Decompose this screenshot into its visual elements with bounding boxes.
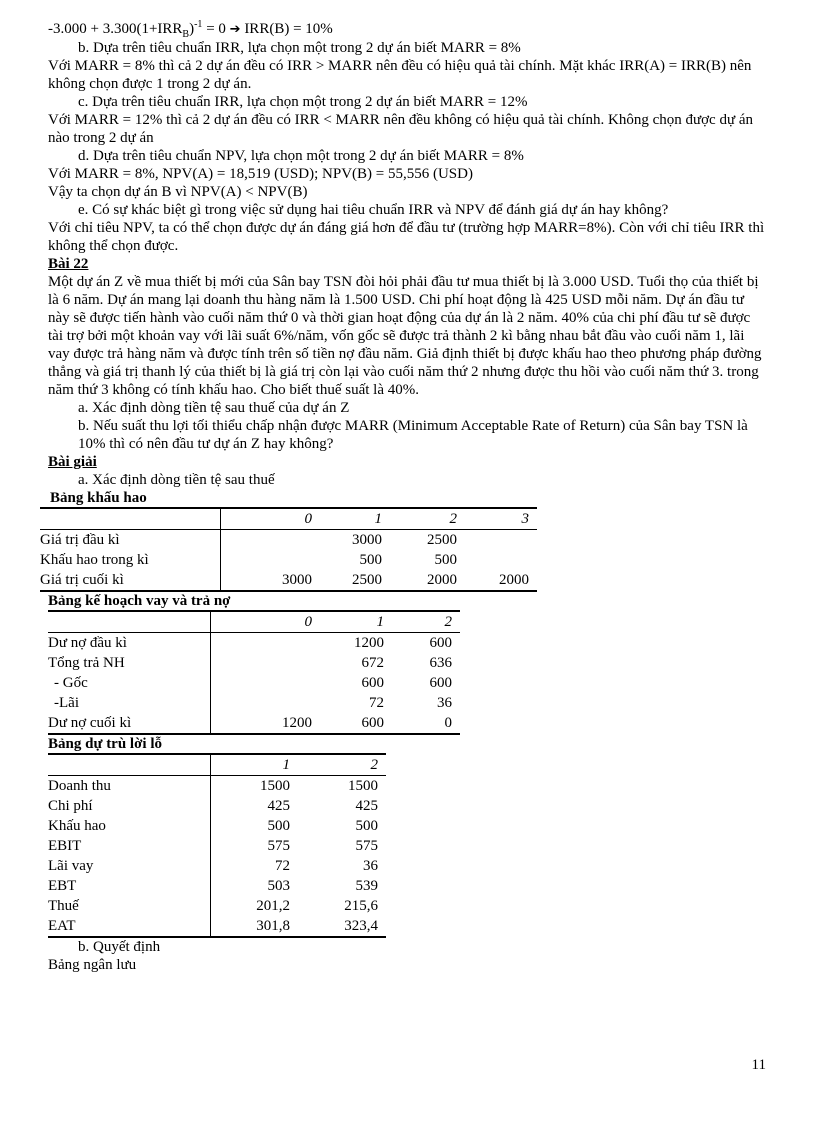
row-label: Thuế [48, 896, 210, 916]
table-cell: 323,4 [298, 916, 386, 937]
table-cell [465, 550, 537, 570]
arrow-icon: ➔ [229, 22, 241, 37]
table-cell: 3000 [352, 532, 382, 548]
question-c: c. Dựa trên tiêu chuẩn IRR, lựa chọn một trong 2 dự án biết MARR = 12% [78, 94, 528, 110]
table-cell: 0 [392, 713, 460, 734]
table-row [48, 876, 386, 896]
table-row [48, 916, 386, 937]
table-cell: 672 [361, 655, 384, 671]
solution-b: b. Quyết định [78, 939, 161, 955]
column-header: 3 [465, 508, 537, 530]
solution-a: a. Xác định dòng tiền tệ sau thuế [78, 472, 275, 488]
table-row [48, 856, 386, 876]
bai22-heading: Bài 22 [48, 256, 89, 272]
table-row [40, 530, 537, 551]
table-cell: 425 [267, 798, 290, 814]
table-cell: 72 [369, 695, 384, 711]
table-row [48, 796, 386, 816]
table-cell: 2000 [390, 570, 465, 591]
question-d: d. Dựa trên tiêu chuẩn NPV, lựa chọn một trong 2 dự án biết MARR = 8% [78, 148, 524, 164]
row-label: Khấu hao [48, 816, 210, 836]
question-e: e. Có sự khác biệt gì trong việc sử dụng hai tiêu chuẩn IRR và NPV để đánh giá dự án hay không? [78, 202, 669, 218]
table-cell: 600 [429, 635, 452, 651]
table-cell: 1500 [348, 778, 378, 794]
column-header [48, 754, 210, 776]
table-cell [465, 530, 537, 551]
table-cell: 539 [355, 878, 378, 894]
table-cell: 2000 [465, 570, 537, 591]
solution-heading: Bài giải [48, 454, 97, 470]
table-cell: 2500 [320, 570, 390, 591]
table-cell: 2500 [427, 532, 457, 548]
table-row [48, 713, 460, 734]
table-cell: 600 [361, 675, 384, 691]
column-header: 2 [298, 754, 386, 776]
table-cell: 575 [267, 838, 290, 854]
answer-b: Với MARR = 8% thì cả 2 dự án đều có IRR > MARR nên đều có hiệu quả tài chính. Mặt khác IRR(A) = IRR(B) nên không chọn được 1 trong 2 dự án. [48, 58, 752, 92]
table-row [48, 653, 460, 673]
answer-d-line2: Vậy ta chọn dự án B vì NPV(A) < NPV(B) [48, 184, 308, 200]
row-label: Tổng trả NH [48, 653, 210, 673]
bai22-text: Một dự án Z về mua thiết bị mới của Sân bay TSN đòi hỏi phải đầu tư mua thiết bị là 3.000 USD. Tuổi thọ của thiết bị là 6 năm. Dự án mang lại doanh thu hàng năm là 1.500 USD. Chi phí hoạt động là 425 USD mỗi năm. Dự án đầu tư này sẽ được tiến hành vào cuối năm thứ 0 và thời gian hoạt động của dự án là 2 năm. 40% của chi phí đầu tư sẽ được tài trợ bởi một khoản vay với lãi suất 6%/năm, vốn gốc sẽ được trả thành 2 kì bằng nhau bắt đầu vào cuối năm 1, lãi vay được trả hàng năm và được tính trên số tiền nợ đầu năm. Giả định thiết bị được khấu hao theo phương pháp đường thẳng và giá trị thanh lý của thiết bị là giá trị còn lại vào cuối năm thứ 2 nhưng được thu hồi vào cuối năm thứ 3. trong năm thứ 3 không có tính khấu hao. Cho biết thuế suất là 40%. [48, 274, 762, 398]
table-cell [210, 653, 320, 673]
answer-d-line1: Với MARR = 8%, NPV(A) = 18,519 (USD); NPV(B) = 55,556 (USD) [48, 166, 473, 182]
row-label: Lãi vay [48, 856, 210, 876]
depreciation-table [40, 507, 537, 592]
income-table-title: Bảng dự trù lời lỗ [48, 736, 162, 752]
table-cell: 500 [355, 818, 378, 834]
loan-table-title: Bảng kế hoạch vay và trả nợ [48, 593, 231, 609]
table-row [40, 570, 537, 591]
question-b: b. Dựa trên tiêu chuẩn IRR, lựa chọn một trong 2 dự án biết MARR = 8% [78, 40, 521, 56]
table-row [48, 633, 460, 654]
table-cell: 36 [437, 695, 452, 711]
table-cell: 636 [429, 655, 452, 671]
table-cell: 503 [267, 878, 290, 894]
table-cell [210, 673, 320, 693]
column-header: 2 [390, 508, 465, 530]
row-label: EAT [48, 916, 210, 937]
table-cell: 301,8 [210, 916, 298, 937]
column-header: 1 [210, 754, 298, 776]
table-cell: 600 [429, 675, 452, 691]
bai22-question-a: a. Xác định dòng tiền tệ sau thuế của dự án Z [78, 400, 350, 416]
irr-b-equation: $-3.000 + 3.300(1+IRR_B)^{-1} = 0$ ➔ IRR(B) = 10% [48, 19, 333, 40]
depreciation-table-title: Bảng khấu hao [50, 490, 147, 506]
table-cell: 215,6 [344, 898, 378, 914]
table-cell: 600 [320, 713, 392, 734]
table-cell: 72 [275, 858, 290, 874]
row-label: Khấu hao trong kì [40, 550, 220, 570]
row-label: Dư nợ đầu kì [48, 633, 210, 654]
table-cell: 3000 [220, 570, 320, 591]
table-cell [210, 633, 320, 654]
answer-e: Với chỉ tiêu NPV, ta có thể chọn được dự án đáng giá hơn để đầu tư (trường hợp MARR=8%). Còn với chỉ tiêu IRR thì không thể chọn được. [48, 220, 765, 254]
table-cell [220, 530, 320, 551]
column-header: 0 [210, 611, 320, 633]
table-row [48, 836, 386, 856]
document-page [40, 19, 768, 974]
table-cell: 1200 [354, 635, 384, 651]
table-cell: 425 [355, 798, 378, 814]
table-cell: 500 [434, 552, 457, 568]
row-label: Giá trị đầu kì [40, 530, 220, 551]
table-cell [220, 550, 320, 570]
bai22-question-b: b. Nếu suất thu lợi tối thiểu chấp nhận được MARR (Minimum Acceptable Rate of Return) của Sân bay TSN là 10% thì có nên đầu tư dự án Z hay không? [78, 418, 748, 452]
column-header [40, 508, 220, 530]
table-cell: 500 [267, 818, 290, 834]
page-number: 11 [751, 1057, 766, 1073]
column-header: 0 [220, 508, 320, 530]
row-label: Giá trị cuối kì [40, 570, 220, 591]
income-table [48, 753, 386, 938]
table-row [48, 776, 386, 797]
row-label: -Lãi [48, 693, 210, 713]
row-label: - Gốc [48, 673, 210, 693]
table-cell: 1200 [210, 713, 320, 734]
row-label: EBT [48, 876, 210, 896]
answer-c: Với MARR = 12% thì cả 2 dự án đều có IRR < MARR nên đều không có hiệu quả tài chính. Không chọn được dự án nào trong 2 dự án [48, 112, 753, 146]
column-header [48, 611, 210, 633]
table-row [48, 816, 386, 836]
table-row [48, 693, 460, 713]
row-label: Doanh thu [48, 776, 210, 797]
table-cell: 575 [355, 838, 378, 854]
loan-table [48, 610, 460, 735]
table-row [48, 896, 386, 916]
column-header: 2 [392, 611, 460, 633]
table-cell: 500 [359, 552, 382, 568]
column-header: 1 [320, 508, 390, 530]
column-header: 1 [320, 611, 392, 633]
row-label: Dư nợ cuối kì [48, 713, 210, 734]
table-cell: 201,2 [256, 898, 290, 914]
table-cell: 1500 [260, 778, 290, 794]
table-cell [210, 693, 320, 713]
row-label: EBIT [48, 836, 210, 856]
table-cell: 36 [363, 858, 378, 874]
row-label: Chi phí [48, 796, 210, 816]
table-row [48, 673, 460, 693]
table-row [40, 550, 537, 570]
cashflow-table-title: Bảng ngân lưu [48, 957, 137, 973]
